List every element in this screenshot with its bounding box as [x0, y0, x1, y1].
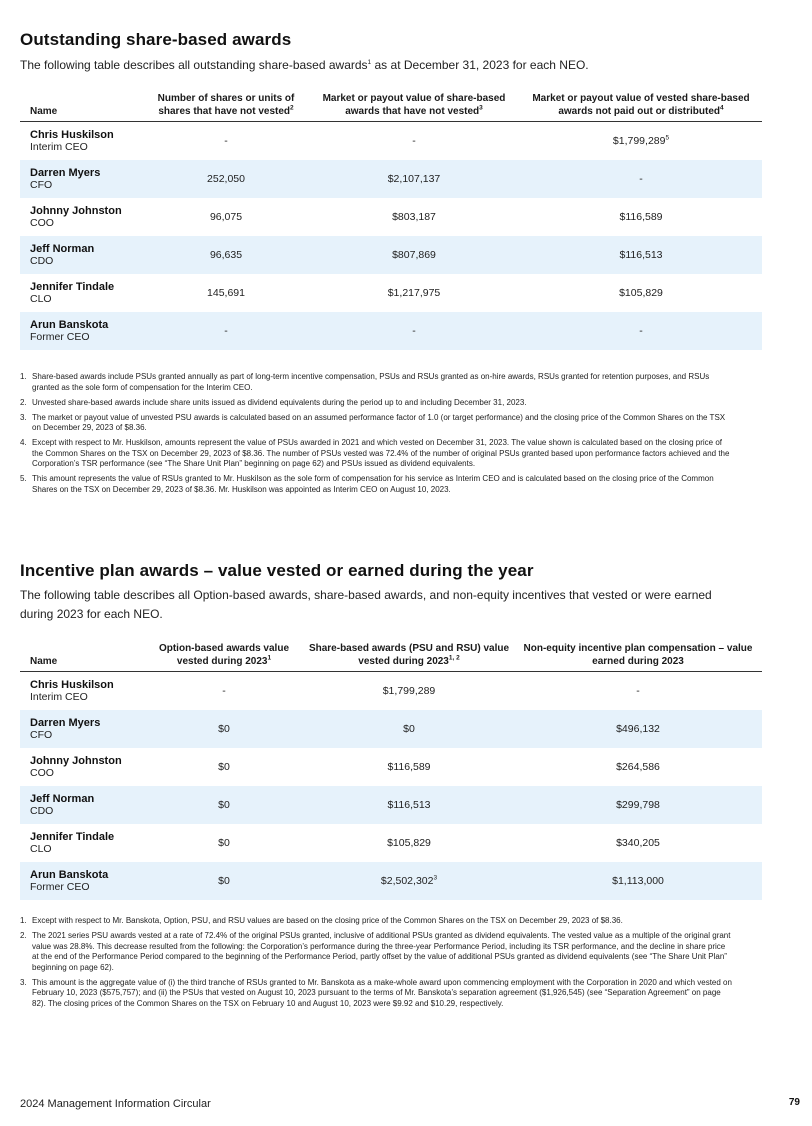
cell-non-equity: $299,798	[514, 786, 762, 824]
footnotes-outstanding-awards	[20, 372, 732, 500]
section-title-outstanding-awards: Outstanding share-based awards	[20, 30, 292, 49]
neo-cell: Arun Banskota Former CEO	[20, 312, 144, 350]
cell-unvested-value: -	[412, 134, 416, 147]
footnote: 1. Share-based awards include PSUs granted annually as part of long-term incentive compensation, PSUs and RSUs granted as on-hire awards, RSUs granted for retention purposes, and RSUs granted as the sole form of compensation for the Interim CEO.	[20, 372, 710, 392]
header-unvested-value: Market or payout value of share-based awards that have not vested$^3$	[308, 92, 520, 122]
cell-vested-value: $1,799,289$^5$	[612, 134, 670, 147]
footnotes-incentive-awards	[20, 916, 732, 1014]
neo-cell: Chris Huskilson Interim CEO	[30, 678, 114, 703]
header-name: Name	[20, 92, 144, 122]
footnote: 1. Except with respect to Mr. Banskota, Option, PSU, and RSU values are based on the closing price of the Common Shares on the TSX on December 29, 2023 of $8.36.	[20, 916, 623, 925]
header-vested-value: Market or payout value of vested share-based awards not paid out or distributed$^4$	[520, 92, 762, 122]
neo-cell: Jennifer Tindale CLO	[30, 280, 115, 305]
cell-option-awards: -	[222, 684, 226, 697]
section-intro-incentive-awards: The following table describes all Option-based awards, share-based awards, and non-equity incentives that vested or were earned during 2023 for each NEO.	[20, 588, 712, 621]
cell-non-equity: $340,205	[616, 836, 660, 849]
cell-vested-value: $105,829	[619, 286, 663, 299]
table-header-row	[20, 92, 762, 122]
cell-non-equity: $1,113,000	[514, 862, 762, 900]
cell-unvested-units: 96,635	[144, 236, 308, 274]
cell-share-awards: $2,502,302$^3$	[304, 862, 514, 900]
cell-option-awards: $0	[144, 710, 304, 748]
cell-unvested-units: -	[224, 134, 228, 147]
cell-share-awards: $1,799,289	[382, 684, 436, 697]
table-row	[20, 824, 762, 862]
table-row	[20, 710, 762, 748]
header-name: Name	[20, 642, 144, 672]
cell-unvested-value: $807,869	[308, 236, 520, 274]
outstanding-awards-table	[20, 92, 762, 350]
neo-cell: Darren Myers CFO	[20, 160, 144, 198]
cell-unvested-value: $1,217,975	[387, 286, 441, 299]
neo-cell: Chris Huskilson Interim CEO	[30, 128, 114, 153]
footnote: 4. Except with respect to Mr. Huskilson, amounts represent the value of PSUs awarded in 2021 and which vested on December 31, 2023. The value shown is calculated based on the closing price of the Common Shares on the TSX on December 29, 2023 of $8.36. The number of PSUs vested was 72.4% of the number of original PSUs granted based upon performance factors achieved and the Corporation’s TSR performance (see “The Share Unit Plan” beginning on page 62) and PSUs issued as dividend equivalents.	[20, 438, 730, 468]
table-row	[20, 748, 762, 786]
table-row	[20, 236, 762, 274]
footnote: 3. The market or payout value of unvested PSU awards is calculated based on an assumed performance factor of 1.0 (or target performance) and the closing price of the Common Shares on the TSX on December 29, 2023 of $8.36.	[20, 412, 726, 432]
cell-vested-value: -	[520, 160, 762, 198]
cell-unvested-units: -	[144, 312, 308, 350]
neo-cell: Johnny Johnston COO	[30, 204, 122, 229]
neo-cell: Arun Banskota Former CEO	[20, 862, 144, 900]
cell-non-equity: $264,586	[616, 760, 660, 773]
cell-vested-value: -	[520, 312, 762, 350]
footnote: 2. Unvested share-based awards include share units issued as dividend equivalents during the period up to and including December 31, 2023.	[20, 397, 527, 407]
table-row	[20, 274, 762, 312]
cell-option-awards: $0	[218, 760, 230, 773]
neo-cell: Jeff Norman CDO	[20, 786, 144, 824]
cell-vested-value: $116,589	[619, 210, 663, 223]
cell-share-awards: $116,513	[304, 786, 514, 824]
cell-share-awards: $116,589	[387, 760, 431, 773]
footnote: 5. This amount represents the value of RSUs granted to Mr. Huskilson as the sole form of compensation for his service as Interim CEO and is calculated based on the closing price of the Common Shares on the TSX on December 29, 2023 of $8.36. Mr. Huskilson was appointed as Interim CEO on August 10, 2023.	[20, 474, 714, 494]
table-row	[20, 160, 762, 198]
cell-unvested-units: 252,050	[144, 160, 308, 198]
footer-page-number: 79	[788, 1097, 800, 1108]
table-header-row	[20, 642, 762, 672]
table-row	[20, 122, 762, 160]
table-row	[20, 198, 762, 236]
cell-option-awards: $0	[144, 786, 304, 824]
table-row	[20, 786, 762, 824]
header-option-awards: Option-based awards value vested during 2023$^1$	[144, 642, 304, 672]
cell-unvested-units: 145,691	[207, 286, 245, 299]
cell-non-equity: $496,132	[514, 710, 762, 748]
table-row	[20, 312, 762, 350]
footer-document-title: 2024 Management Information Circular	[20, 1098, 211, 1110]
cell-option-awards: $0	[144, 862, 304, 900]
header-share-awards: Share-based awards (PSU and RSU) value vested during 2023$^{1, 2}$	[304, 642, 514, 672]
cell-unvested-value: $803,187	[392, 210, 436, 223]
cell-unvested-value: $2,107,137	[308, 160, 520, 198]
cell-share-awards: $105,829	[387, 836, 431, 849]
neo-cell: Johnny Johnston COO	[30, 754, 122, 779]
table-row	[20, 862, 762, 900]
cell-non-equity: -	[636, 684, 640, 697]
section-intro-outstanding-awards: The following table describes all outstanding share-based awards$^1$ as at December 31, 2023 for each NEO.	[20, 58, 589, 72]
neo-cell: Jeff Norman CDO	[20, 236, 144, 274]
footnote: 3. This amount is the aggregate value of (i) the third tranche of RSUs granted to Mr. Banskota as a make-whole award upon commencing employment with the Corporation in 2020 and which vested on February 10, 2023 ($575,757); and (ii) the PSUs that vested on August 10, 2023 pursuant to the terms of Mr. Banskota’s separation agreement ($1,926,545) (see “Separation Agreement” on page 82). The closing prices of the Common Shares on the TSX on February 10 and August 10, 2023 were $9.92 and $10.29, respectively.	[20, 977, 732, 1008]
section-title-incentive-awards: Incentive plan awards – value vested or earned during the year	[20, 561, 534, 580]
neo-cell: Jennifer Tindale CLO	[30, 830, 115, 855]
cell-option-awards: $0	[218, 836, 230, 849]
header-unvested-units: Number of shares or units of shares that have not vested$^2$	[144, 92, 308, 122]
table-row	[20, 672, 762, 710]
footnote: 2. The 2021 series PSU awards vested at a rate of 72.4% of the original PSUs granted, inclusive of additional PSUs granted as dividend equivalents. The vested value as a multiple of the original grant value was 28.8%. This decrease resulted from the following: the Corporation’s performance during the three-year Performance Period, including its TSR performance, and the decline in share price at the end of the Performance Period compared to the beginning of the Performance Period, partly offset by the value of additional PSUs granted as dividend equivalents (see “The Share Unit Plan” beginning on page 62).	[20, 931, 731, 972]
cell-share-awards: $0	[304, 710, 514, 748]
cell-vested-value: $116,513	[520, 236, 762, 274]
cell-unvested-units: 96,075	[209, 210, 243, 223]
cell-unvested-value: -	[308, 312, 520, 350]
neo-cell: Darren Myers CFO	[20, 710, 144, 748]
header-non-equity: Non-equity incentive plan compensation – value earned during 2023	[514, 642, 762, 672]
incentive-awards-table	[20, 642, 762, 900]
